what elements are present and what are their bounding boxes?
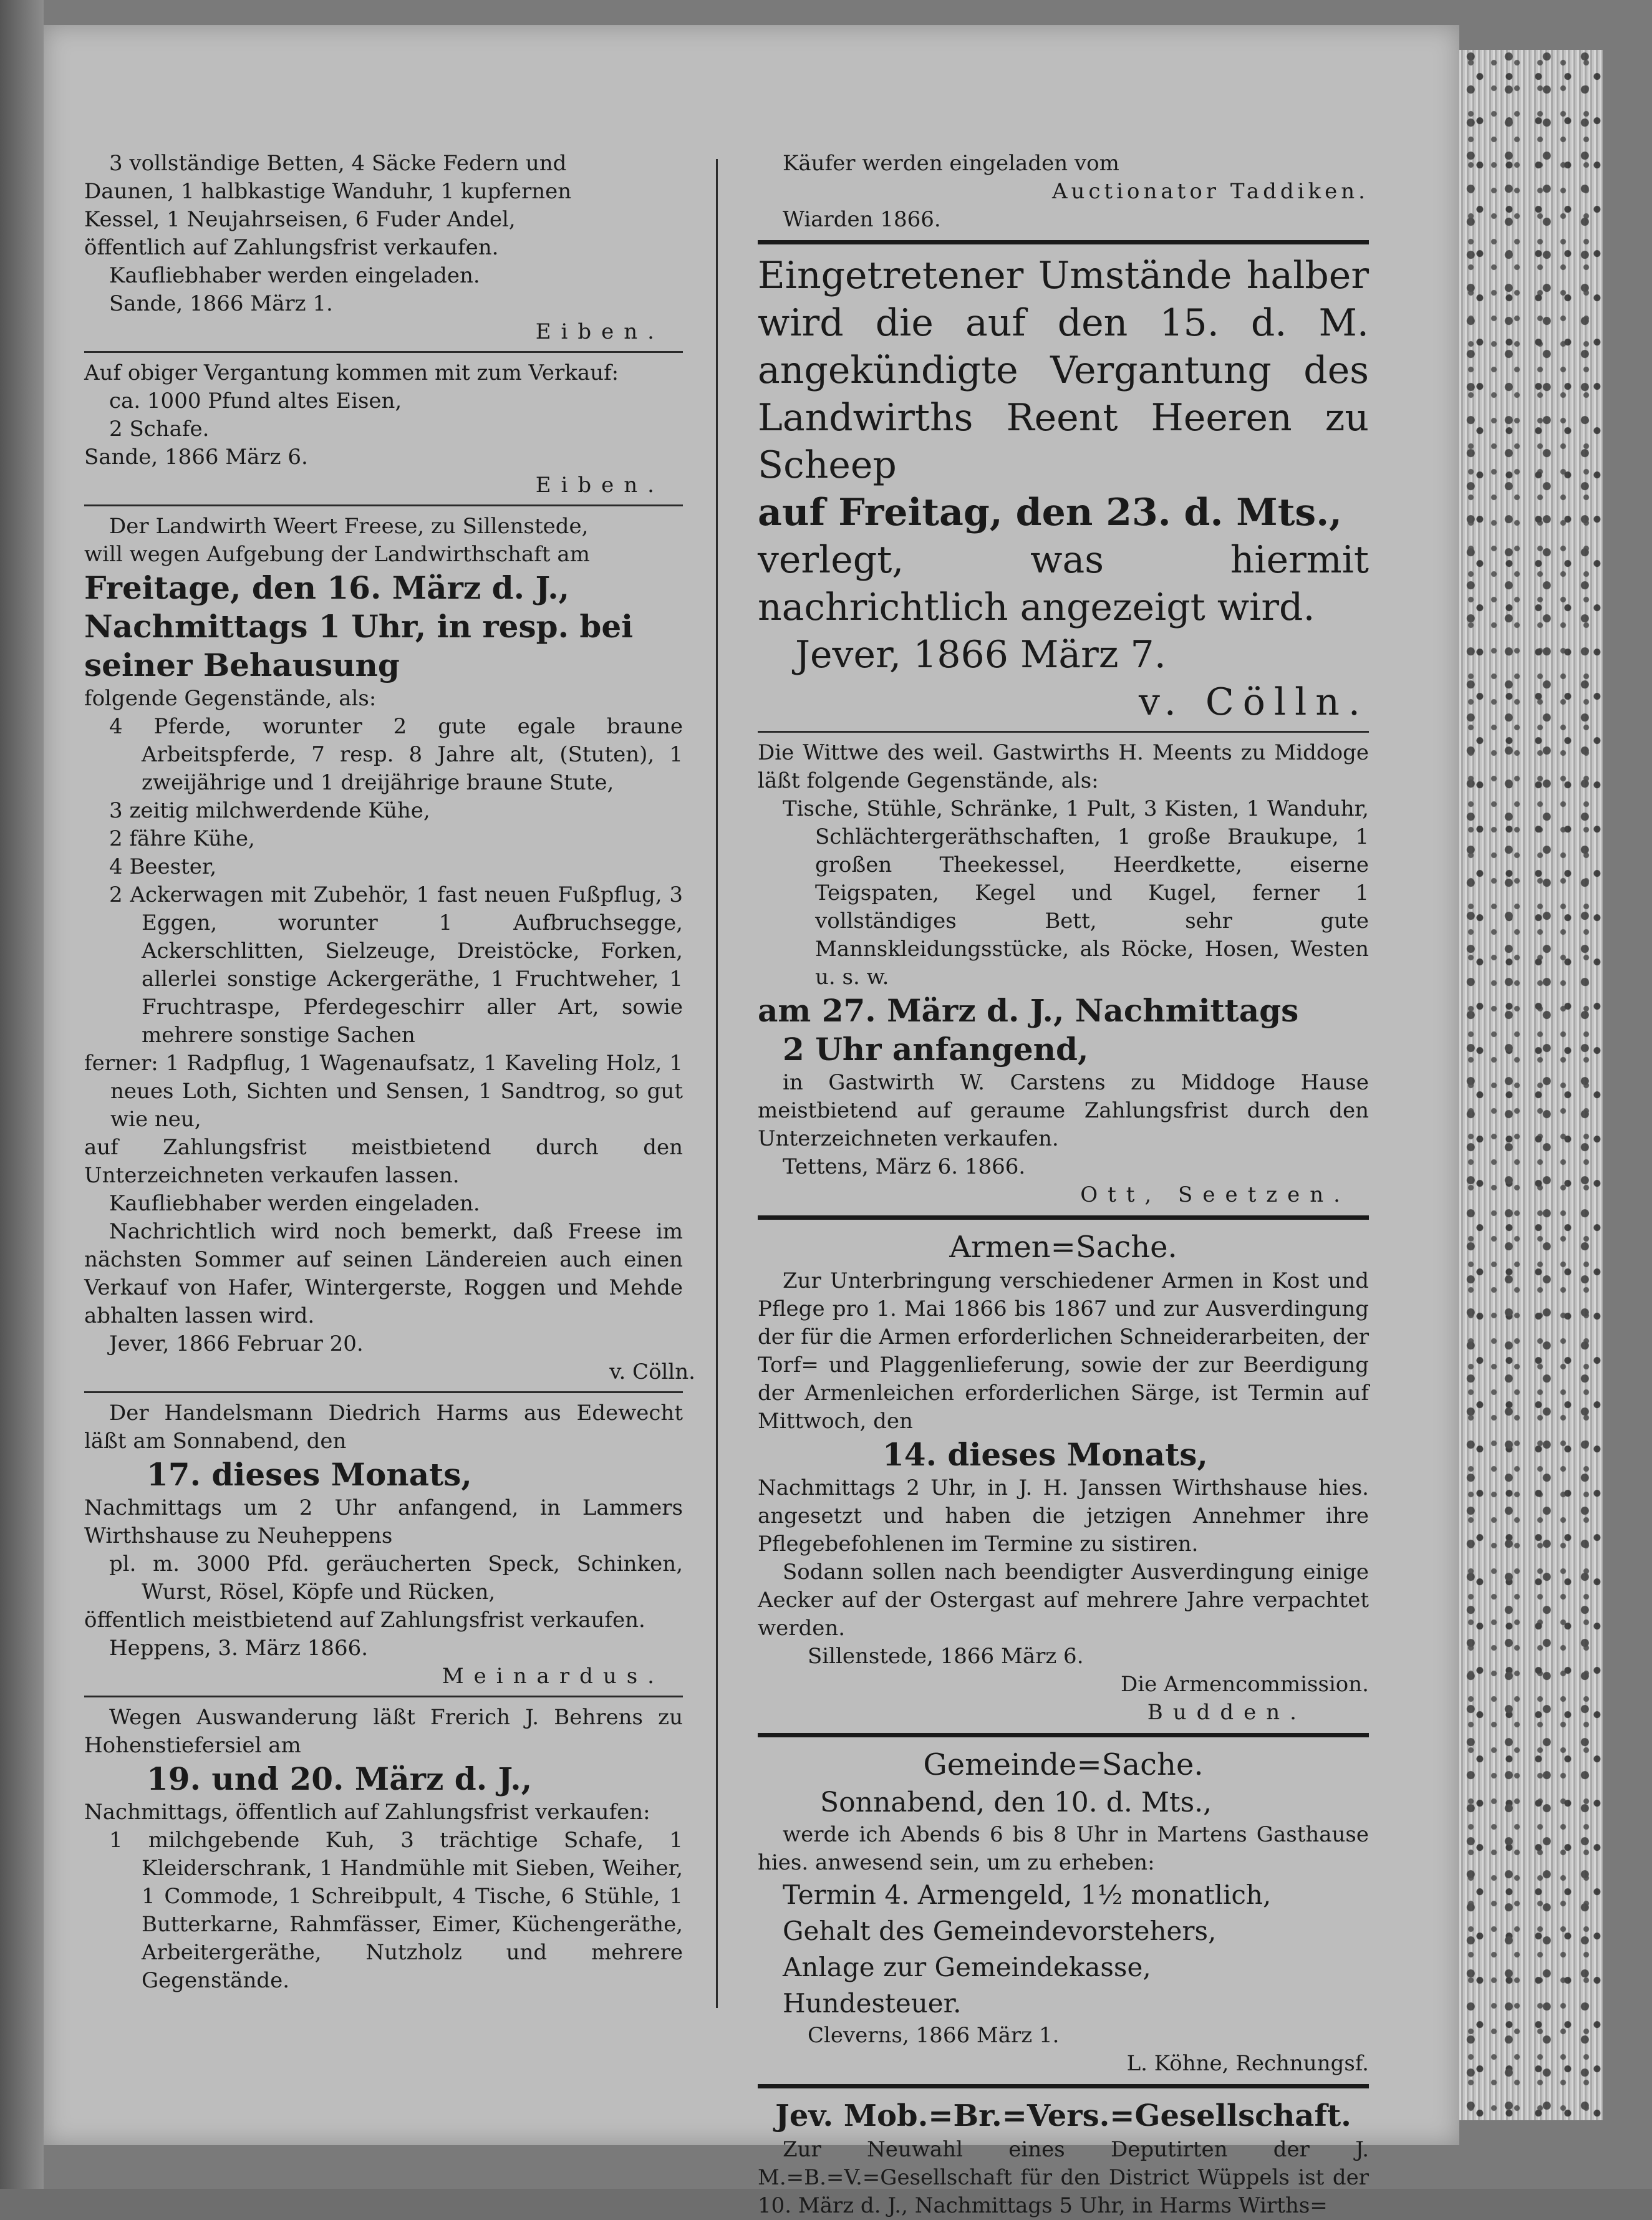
separator bbox=[758, 731, 1369, 733]
text-line: Nachrichtlich wird noch bemerkt, daß Freese im nächsten Sommer auf seinen Ländereien auch einen Verkauf von Hafer, Wintergerste, Roggen und Mehde abhalten lassen wird. bbox=[84, 1219, 683, 1328]
section-heading: Armen=Sache. bbox=[949, 1230, 1177, 1265]
headline-time: 2 Uhr anfangend, bbox=[783, 1031, 1089, 1068]
text-line: Nachmittags, öffentlich auf Zahlungsfrist verkaufen: bbox=[84, 1800, 650, 1825]
ad-gemeinde-sache bbox=[758, 1745, 1369, 2078]
headline-date: am 27. März d. J., Nachmittags bbox=[758, 992, 1299, 1029]
place-date: Sillenstede, 1866 März 6. bbox=[808, 1644, 1084, 1669]
ad-taddiken bbox=[758, 150, 1369, 234]
separator bbox=[84, 504, 683, 506]
text-line: Die Wittwe des weil. Gastwirths H. Meents zu Middoge läßt folgende Gegenstände, als: bbox=[758, 740, 1369, 793]
section-heading: Jev. Mob.=Br.=Vers.=Gesellschaft. bbox=[775, 2098, 1351, 2133]
ad-meents bbox=[758, 739, 1369, 1209]
ad-eiben-2 bbox=[84, 359, 683, 500]
separator bbox=[84, 1391, 683, 1393]
text-line: auf Zahlungsfrist meistbietend durch den Unterzeichneten verkaufen lassen. bbox=[84, 1135, 683, 1188]
column-rule bbox=[716, 159, 718, 2008]
separator bbox=[758, 1733, 1369, 1737]
place-date: Sande, 1866 März 1. bbox=[109, 291, 333, 316]
text-line: Auf obiger Vergantung kommen mit zum Verkauf: bbox=[84, 360, 619, 385]
place-date: Cleverns, 1866 März 1. bbox=[808, 2023, 1060, 2048]
headline-date: 17. dieses Monats, bbox=[147, 1456, 472, 1493]
list-item: Hundesteuer. bbox=[783, 1988, 962, 2019]
text-line: Der Handelsmann Diedrich Harms aus Edewecht läßt am Sonnabend, den bbox=[84, 1401, 683, 1454]
text-line: Kaufliebhaber werden eingeladen. bbox=[109, 263, 480, 288]
list-item: 2 fähre Kühe, bbox=[109, 826, 255, 851]
text-line: werde ich Abends 6 bis 8 Uhr in Martens Gasthause hies. anwesend sein, um zu erheben: bbox=[758, 1822, 1369, 1875]
headline-date: auf Freitag, den 23. d. Mts., bbox=[758, 491, 1342, 534]
list-item: 4 Beester, bbox=[109, 854, 217, 879]
text-line: Wegen Auswanderung läßt Frerich J. Behrens zu Hohenstiefersiel am bbox=[84, 1705, 683, 1758]
text-line: will wegen Aufgebung der Landwirthschaft am bbox=[84, 542, 590, 567]
list-item: pl. m. 3000 Pfd. geräucherten Speck, Schinken, Wurst, Rösel, Köpfe und Rücken, bbox=[109, 1552, 683, 1605]
text-line: Kaufliebhaber werden eingeladen. bbox=[109, 1191, 480, 1216]
place-date: Sande, 1866 März 6. bbox=[84, 445, 308, 470]
list-item: Termin 4. Armengeld, 1½ monatlich, bbox=[783, 1880, 1272, 1910]
signature: v. Cölln. bbox=[609, 1359, 695, 1384]
signature: Eiben. bbox=[535, 319, 664, 344]
list-item: 2 Ackerwagen mit Zubehör, 1 fast neuen Fußpflug, 3 Eggen, worunter 1 Aufbruchsegge, Ackerschlitten, Sielzeuge, Dreistöcke, Forken, allerlei sonstige Ackergeräthe, 1 Fruchtweher, 1 Fruchtraspe, Pferdegeschirr aller Art, sowie mehrere sonstige Sachen bbox=[109, 882, 683, 1048]
text-line: Der Landwirth Weert Freese, zu Sillenstede, bbox=[109, 514, 589, 539]
ad-freese bbox=[84, 513, 695, 1386]
ad-eiben-1 bbox=[84, 150, 683, 346]
list-item: 4 Pferde, worunter 2 gute egale braune Arbeitspferde, 7 resp. 8 Jahre alt, (Stuten), 1 zweijährige und 1 dreijährige braune Stute, bbox=[109, 714, 683, 795]
list-item: Gehalt des Gemeindevorstehers, bbox=[783, 1916, 1217, 1946]
text-line: Zur Neuwahl eines Deputirten der J. M.=B.=V.=Gesellschaft für den District Wüppels ist der 10. März d. J., Nachmittags 5 Uhr, in Harms Wirths= bbox=[758, 2137, 1369, 2218]
text-line: ferner: 1 Radpflug, 1 Wagenaufsatz, 1 Kaveling Holz, 1 neues Loth, Sichten und Sensen, 1 Sandtrog, so gut wie neu, bbox=[84, 1051, 683, 1132]
signature: Eiben. bbox=[535, 473, 664, 498]
ad-harms bbox=[84, 1399, 683, 1691]
place-date: Heppens, 3. März 1866. bbox=[109, 1636, 369, 1661]
text-line: in Gastwirth W. Carstens zu Middoge Hause meistbietend auf geraume Zahlungsfrist durch den Unterzeichneten verkaufen. bbox=[758, 1070, 1369, 1151]
text-line: folgende Gegenstände, als: bbox=[84, 686, 377, 711]
signature: L. Köhne, Rechnungsf. bbox=[1126, 2051, 1369, 2076]
text-line: Käufer werden eingeladen vom bbox=[783, 151, 1119, 176]
section-heading: Gemeinde=Sache. bbox=[923, 1747, 1204, 1782]
place-date: Tettens, März 6. 1866. bbox=[783, 1154, 1026, 1179]
signature: Die Armencommission. bbox=[1121, 1672, 1369, 1697]
text-line: ca. 1000 Pfund altes Eisen, bbox=[109, 388, 402, 413]
separator bbox=[758, 240, 1369, 244]
signature: Meinardus. bbox=[442, 1664, 664, 1689]
headline-date: 14. dieses Monats, bbox=[882, 1436, 1208, 1473]
headline-date: Sonnabend, den 10. d. Mts., bbox=[820, 1787, 1212, 1818]
text-line: öffentlich auf Zahlungsfrist verkaufen. bbox=[84, 235, 499, 260]
ad-versicherung bbox=[758, 2096, 1369, 2220]
list-item: 1 milchgebende Kuh, 3 trächtige Schafe, 1 Kleiderschrank, 1 Handmühle mit Sieben, Weiher, 1 Commode, 1 Schreibpult, 4 Tische, 6 Stühle, 1 Butterkarne, Rahmfässer, Eimer, Küchengeräthe, Arbeitergeräthe, Nutzholz und mehrere Gegenstände. bbox=[109, 1828, 683, 1993]
list-item: Anlage zur Gemeindekasse, bbox=[783, 1952, 1151, 1982]
list-item: Tische, Stühle, Schränke, 1 Pult, 3 Kisten, 1 Wanduhr, Schlächtergeräthschaften, 1 große Braukupe, 1 großen Theekessel, Heerdkette, eiserne Teigspaten, Kegel und Kugel, ferner 1 vollständiges Bett, sehr gute Mannskleidungsstücke, als Röcke, Hosen, Westen u. s. w. bbox=[783, 796, 1369, 990]
headline-date: 19. und 20. März d. J., bbox=[147, 1760, 533, 1797]
list-item: 3 zeitig milchwerdende Kühe, bbox=[109, 798, 430, 823]
foxing-spots bbox=[1459, 50, 1603, 2120]
signature: Budden. bbox=[1147, 1700, 1307, 1725]
signature: Auctionator Taddiken. bbox=[1051, 179, 1369, 204]
ad-heeren bbox=[758, 252, 1369, 726]
place-date: Jever, 1866 März 7. bbox=[795, 633, 1166, 677]
ad-armen-sache bbox=[758, 1227, 1369, 1727]
text-line: Daunen, 1 halbkastige Wanduhr, 1 kupfernen bbox=[84, 179, 572, 204]
left-column bbox=[84, 150, 695, 1995]
headline-place: seiner Behausung bbox=[84, 647, 400, 683]
signature: v. Cölln. bbox=[1138, 680, 1369, 724]
headline-text: Eingetretener Umstände halber wird die auf den 15. d. M. angekündigte Vergantung des Landwirths Reent Heeren zu Scheep bbox=[758, 254, 1369, 487]
place-date: Jever, 1866 Februar 20. bbox=[109, 1331, 364, 1356]
separator bbox=[758, 1215, 1369, 1220]
headline-text: verlegt, was hiermit nachrichtlich angezeigt wird. bbox=[758, 538, 1369, 629]
place-date: Wiarden 1866. bbox=[783, 207, 941, 232]
text-line: Zur Unterbringung verschiedener Armen in Kost und Pflege pro 1. Mai 1866 bis 1867 und zur Ausverdingung der für die Armen erforderlichen Schneiderarbeiten, der Torf= und Plaggenlieferung, sowie der zur Beerdigung der Armenleichen erforderlichen Särge, ist Termin auf Mittwoch, den bbox=[758, 1268, 1369, 1434]
headline-time: Nachmittags 1 Uhr, in resp. bei bbox=[84, 608, 634, 645]
text-line: 3 vollständige Betten, 4 Säcke Federn und bbox=[109, 151, 567, 176]
text-line: öffentlich meistbietend auf Zahlungsfrist verkaufen. bbox=[84, 1608, 645, 1633]
text-line: Sodann sollen nach beendigter Ausverdingung einige Aecker auf der Ostergast auf mehrere Jahre verpachtet werden. bbox=[758, 1560, 1369, 1641]
separator bbox=[84, 351, 683, 353]
signature: Ott, Seetzen. bbox=[1080, 1182, 1350, 1207]
separator bbox=[84, 1696, 683, 1697]
ad-behrens bbox=[84, 1704, 683, 1995]
text-line: Nachmittags 2 Uhr, in J. H. Janssen Wirthshause hies. angesetzt und haben die jetzigen Annehmer ihre Pflegebefohlenen im Termine zu sistiren. bbox=[758, 1475, 1369, 1556]
text-line: Nachmittags um 2 Uhr anfangend, in Lammers Wirthshause zu Neuheppens bbox=[84, 1495, 683, 1548]
headline-date: Freitage, den 16. März d. J., bbox=[84, 569, 570, 606]
text-line: 2 Schafe. bbox=[109, 417, 210, 442]
right-column bbox=[758, 150, 1369, 2220]
previous-page-edge bbox=[0, 0, 44, 2189]
separator bbox=[758, 2084, 1369, 2088]
text-line: Kessel, 1 Neujahrseisen, 6 Fuder Andel, bbox=[84, 207, 516, 232]
